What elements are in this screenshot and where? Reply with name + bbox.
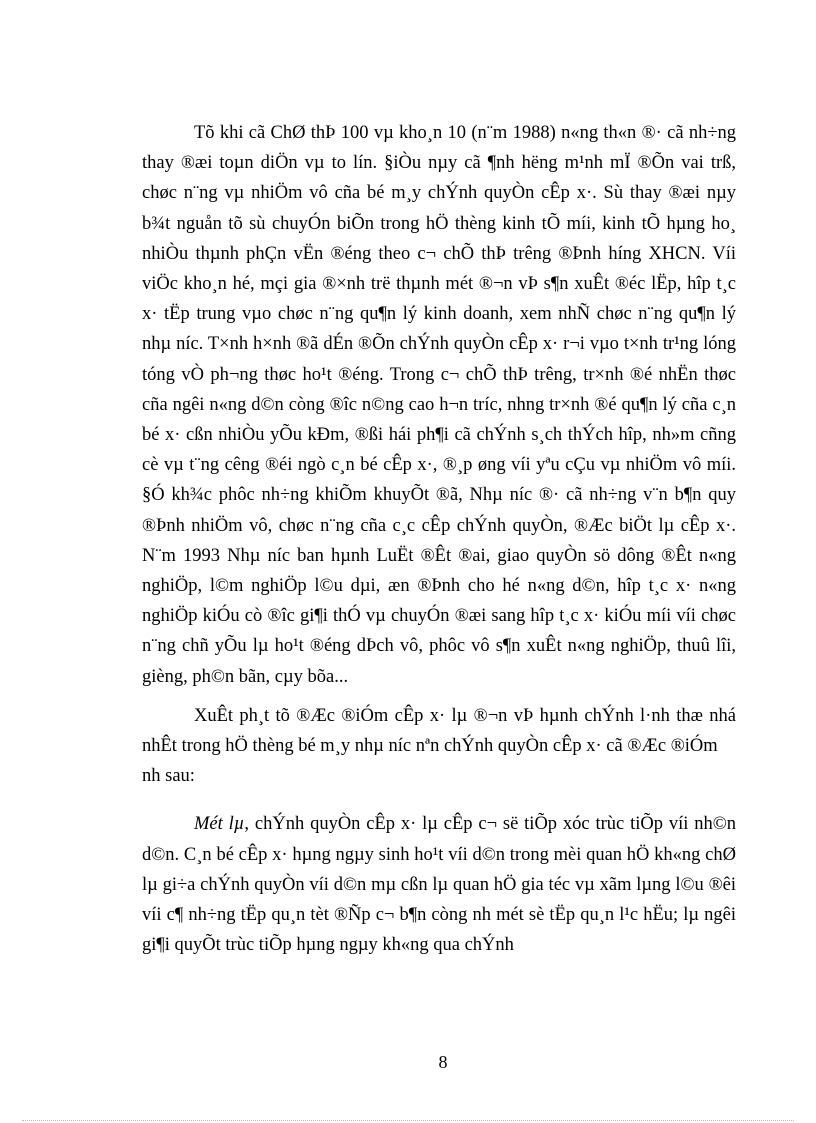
paragraph: Tõ khi cã ChØ thÞ 100 vµ kho¸n 10 (n¨m 1988) n«ng th«n ®· cã nh÷ng thay ®æi toµn diÖn vµ to lín. §iÒu nµy cã ¶nh hëng m¹nh mÏ ®Õn vai trß, chøc n¨ng vµ nhiÖm vô cña bé m¸y chÝnh quyÒn cÊp x·. Sù thay ®æi nµy b¾t nguån tõ sù chuyÓn biÕn trong hÖ thèng kinh tÕ míi, kinh tÕ hµng ho¸ nhiÒu thµnh phÇn vËn ®éng theo c¬ chÕ thÞ trêng ®Þnh híng XHCN. Víi viÖc kho¸n hé, mçi gia ®×nh trë thµnh mét ®¬n vÞ s¶n xuÊt ®éc lËp, hîp t¸c x· tËp trung vµo chøc n¨ng qu¶n lý kinh doanh, xem nhÑ chøc n¨ng qu¶n lý nhµ níc. T×nh h×nh ®ã dÉn ®Õn chÝnh quyÒn cÊp x· r¬i vµo t×nh tr¹ng lóng tóng vÒ ph¬ng thøc ho¹t ®éng. Trong c¬ chÕ thÞ trêng, tr×nh ®é nhËn thøc cña ngêi n«ng d©n còng ®îc n©ng cao h¬n tríc, nhng tr×nh ®é qu¶n lý cña c¸n bé x· cßn nhiÒu yÕu kÐm, ®ßi hái ph¶i cã chÝnh s¸ch thÝch hîp, nh»m cñng cè vµ t¨ng cêng ®éi ngò c¸n bé cÊp x·, ®¸p øng víi yªu cÇu vµ nhiÖm vô míi. §Ó kh¾c phôc nh÷ng khiÕm khuyÕt ®ã, Nhµ níc ®· cã nh÷ng v¨n b¶n quy ®Þnh nhiÖm vô, chøc n¨ng cña c¸c cÊp chÝnh quyÒn, ®Æc biÖt lµ cÊp x·. N¨m 1993 Nhµ níc ban hµnh LuËt ®Êt ®ai, giao quyÒn sö dông ®Êt n«ng nghiÖp, l©m nghiÖp l©u dµi, æn ®Þnh cho hé n«ng d©n, hîp t¸c x· n«ng nghiÖp kiÓu cò ®îc gi¶i thÓ vµ chuyÓn ®æi sang hîp t¸c x· kiÓu míi víi chøc n¨ng chñ yÕu lµ ho¹t ®éng dÞch vô, phôc vô s¶n xuÊt n«ng nghiÖp, thuû lîi, gièng, ph©n bãn, cµy bõa... xyxy=(142,123,736,687)
paragraph-text: , chÝnh quyÒn cÊp x· lµ cÊp c¬ së tiÕp xóc trùc tiÕp víi nh©n d©n. C¸n bé cÊp x· hµng ngµy sinh ho¹t víi d©n trong mèi quan hÖ kh«ng chØ lµ gi÷a chÝnh quyÒn víi d©n mµ cßn lµ quan hÖ gia téc vµ xãm lµng l©u ®êi víi c¶ nh÷ng tËp qu¸n tèt ®Ñp c¬ b¶n còng nh mét sè tËp qu¸n l¹c hËu; lµ ngêi gi¶i quyÕt trùc tiÕp hµng ngµy kh«ng qua chÝnh xyxy=(142,814,737,956)
paragraph: XuÊt ph¸t tõ ®Æc ®iÓm cÊp x· lµ ®¬n vÞ hµnh chÝnh l·nh thæ nhá nhÊt trong hÖ thèng bé m¸y nhµ níc nªn chÝnh quyÒn cÊp x· cã ®Æc ®iÓm xyxy=(142,705,736,757)
paragraph-continuation: nh sau: xyxy=(142,766,195,787)
paragraph xyxy=(142,809,736,960)
page-bottom-border xyxy=(22,1120,794,1121)
page-number: 8 xyxy=(438,1052,448,1072)
italic-lead: Mét lµ xyxy=(194,814,245,835)
body-text xyxy=(142,118,736,960)
